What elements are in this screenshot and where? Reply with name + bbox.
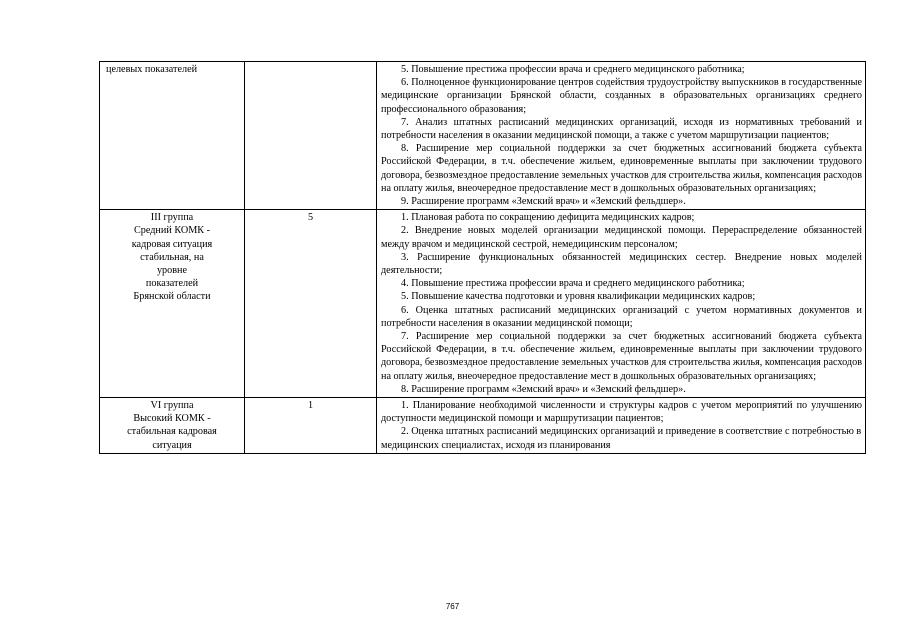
group-line: стабильная кадровая [127,426,217,438]
measure-item: 2. Внедрение новых моделей организации медицинской помощи. Перераспределение обязанностей между врачом и медицинской сестрой, немедицинским персоналом; [381,225,862,250]
group-line: Средний КОМК - [133,225,211,237]
group-line: Высокий КОМК - [133,413,211,425]
measure-item: 5. Повышение престижа профессии врача и среднего медицинского работника; [401,64,745,75]
group-line: целевых показателей [106,64,198,75]
group-line: Брянской области [133,291,211,303]
measure-item: 7. Анализ штатных расписаний медицинских организаций, исходя из нормативных требований и потребности населения в оказании медицинской помощи, а также с учетом маршрутизации пациентов; [381,116,862,142]
table-row [100,398,866,454]
group-line: уровне [156,265,188,277]
group-cell [100,210,245,398]
measure-item: 9. Расширение программ «Земский врач» и «Земский фельдшер». [401,196,686,208]
group-line: показателей [145,278,199,290]
measure-item: 6. Полноценное функционирование центров содействия трудоустройству выпускников в государственные медицинские организации Брянской области, созданных в образовательных организациях среднего профессионального образования; [381,77,862,115]
measure-item: 8. Расширение программ «Земский врач» и «Земский фельдшер». [401,383,686,395]
count-cell: 5 [245,210,377,398]
measure-item: 3. Расширение функциональных обязанностей медицинских сестер. Внедрение новых моделей деятельности; [381,251,862,277]
count-cell: 1 [245,398,377,454]
measures-table [99,61,866,454]
group-line: стабильная, на [140,251,204,263]
measure-item: 2. Оценка штатных расписаний медицинских организаций и приведение в соответствие с потребностью в медицинских специалистах, исходя из планирования [381,426,862,451]
group-line: III группа [150,212,194,224]
measure-item: 6. Оценка штатных расписаний медицинских организаций с учетом нормативных документов и потребности населения в оказании медицинской помощи; [381,304,862,329]
group-cell [100,398,245,454]
measures-cell [377,398,866,454]
group-line: VI группа [150,400,194,412]
measure-item: 1. Планирование необходимой численности и структуры кадров с учетом мероприятий по улучшению доступности медицинской помощи и маршрутизации пациентов; [381,400,862,425]
group-line: ситуация [152,439,192,451]
measure-item: 1. Плановая работа по сокращению дефицита медицинских кадров; [401,212,695,224]
count-cell [245,62,377,210]
table-row [100,210,866,398]
measure-item: 8. Расширение мер социальной поддержки за счет бюджетных ассигнований бюджета субъекта Российской Федерации, в т.ч. обеспечение жильем, единовременные выплаты при заключении трудового договора, безвозмездное предоставление земельных участков для строительства жилья, компенсация расходов на оплату жилья, внеочередное предоставление мест в дошкольных образовательных организациях; [381,143,863,194]
measure-item: 4. Повышение престижа профессии врача и среднего медицинского работника; [401,278,745,290]
table-row [100,62,866,210]
group-cell [100,62,245,210]
group-line: кадровая ситуация [131,238,213,250]
measure-item: 7. Расширение мер социальной поддержки за счет бюджетных ассигнований бюджета субъекта Российской Федерации, в т.ч. обеспечение жильем, единовременные выплаты при заключении трудового договора, безвозмездное предоставление земельных участков для строительства жилья, компенсация расходов на оплату жилья, внеочередное предоставление мест в дошкольных образовательных организациях; [381,331,863,382]
measure-item: 5. Повышение качества подготовки и уровня квалификации медицинских кадров; [401,291,756,303]
measures-cell [377,62,866,210]
page-number: 767 [445,602,460,611]
measures-cell [377,210,866,398]
